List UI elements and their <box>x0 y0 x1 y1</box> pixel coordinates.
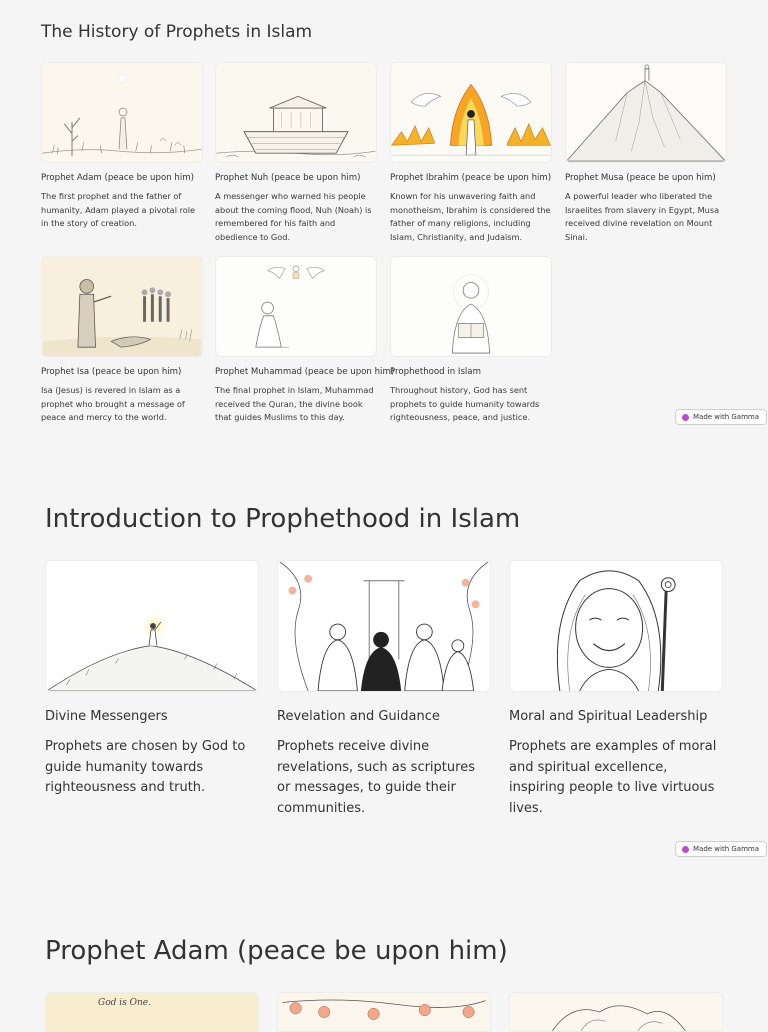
card-title: Prophet Musa (peace be upon him) <box>565 173 716 183</box>
badge-label: Made with Gamma <box>693 413 760 421</box>
revelation-illustration <box>277 560 491 692</box>
card-description: The first prophet and the father of humanity, Adam played a pivotal role in the story of creation. <box>41 191 196 229</box>
card-image-tree-sketch <box>509 992 723 1032</box>
card-description: Known for his unwavering faith and monotheism, Ibrahim is considered the father of many religions, including Islam, Christianity, and Judaism. <box>390 191 551 242</box>
card-title: Prophet Ibrahim (peace be upon him) <box>390 173 552 183</box>
card-title: Prophet Muhammad (peace be upon him) <box>215 367 395 377</box>
divine-messengers-illustration <box>45 560 259 692</box>
nuh-ark-illustration <box>215 62 377 163</box>
card-description: A powerful leader who liberated the Israelites from slavery in Egypt, Musa received divine revelation on Mount Sinai. <box>565 191 720 242</box>
gamma-logo-icon <box>682 846 689 853</box>
prophethood-illustration <box>390 256 552 357</box>
slide-title: Introduction to Prophethood in Islam <box>45 504 521 534</box>
musa-mountain-illustration <box>565 62 727 163</box>
card-description: The final prophet in Islam, Muhammad received the Quran, the divine book that guides Muslims to this day. <box>215 385 374 423</box>
gamma-logo-icon <box>682 414 689 421</box>
card-prophet-muhammad <box>215 256 395 425</box>
isa-illustration <box>41 256 203 357</box>
card-title: Divine Messengers <box>45 709 168 724</box>
muhammad-revelation-illustration <box>215 256 377 357</box>
handwritten-note: God is One. <box>98 998 151 1008</box>
card-title: Moral and Spiritual Leadership <box>509 709 708 724</box>
card-prophet-musa <box>565 62 727 244</box>
card-description: A messenger who warned his people about the coming flood, Nuh (Noah) is remembered for his faith and obedience to God. <box>215 191 372 242</box>
slide-introduction-to-prophethood <box>0 470 768 870</box>
card-title: Prophet Adam (peace be upon him) <box>41 173 194 183</box>
card-divine-messengers <box>45 560 259 799</box>
slide-prophet-adam <box>0 900 768 1024</box>
card-prophet-ibrahim <box>390 62 552 244</box>
made-with-gamma-badge[interactable] <box>675 409 767 425</box>
card-moral-and-spiritual-leadership <box>509 560 723 820</box>
badge-label: Made with Gamma <box>693 845 760 853</box>
card-description: Isa (Jesus) is revered in Islam as a prophet who brought a message of peace and mercy to the world. <box>41 385 185 423</box>
leadership-illustration <box>509 560 723 692</box>
card-description: Prophets receive divine revelations, such as scriptures or messages, to guide their communities. <box>277 739 475 817</box>
card-image-god-is-one <box>45 992 259 1032</box>
made-with-gamma-badge[interactable] <box>675 841 767 857</box>
card-title: Prophethood in Islam <box>390 367 481 377</box>
card-revelation-and-guidance <box>277 560 491 820</box>
ibrahim-fire-illustration <box>390 62 552 163</box>
card-image-fruit-branches <box>277 992 491 1032</box>
card-title: Revelation and Guidance <box>277 709 440 724</box>
slide-history-of-prophets <box>0 0 768 440</box>
card-prophet-isa <box>41 256 203 425</box>
adam-illustration <box>41 62 203 163</box>
card-prophethood-in-islam <box>390 256 552 425</box>
card-prophet-adam <box>41 62 203 231</box>
card-title: Prophet Nuh (peace be upon him) <box>215 173 361 183</box>
slide-title: The History of Prophets in Islam <box>41 22 313 42</box>
card-description: Prophets are chosen by God to guide humanity towards righteousness and truth. <box>45 739 246 796</box>
card-title: Prophet Isa (peace be upon him) <box>41 367 182 377</box>
card-description: Throughout history, God has sent prophets to guide humanity towards righteousness, peace, and justice. <box>390 385 540 423</box>
card-description: Prophets are examples of moral and spiritual excellence, inspiring people to live virtuous lives. <box>509 739 717 817</box>
slide-title: Prophet Adam (peace be upon him) <box>45 936 508 966</box>
card-prophet-nuh <box>215 62 377 244</box>
